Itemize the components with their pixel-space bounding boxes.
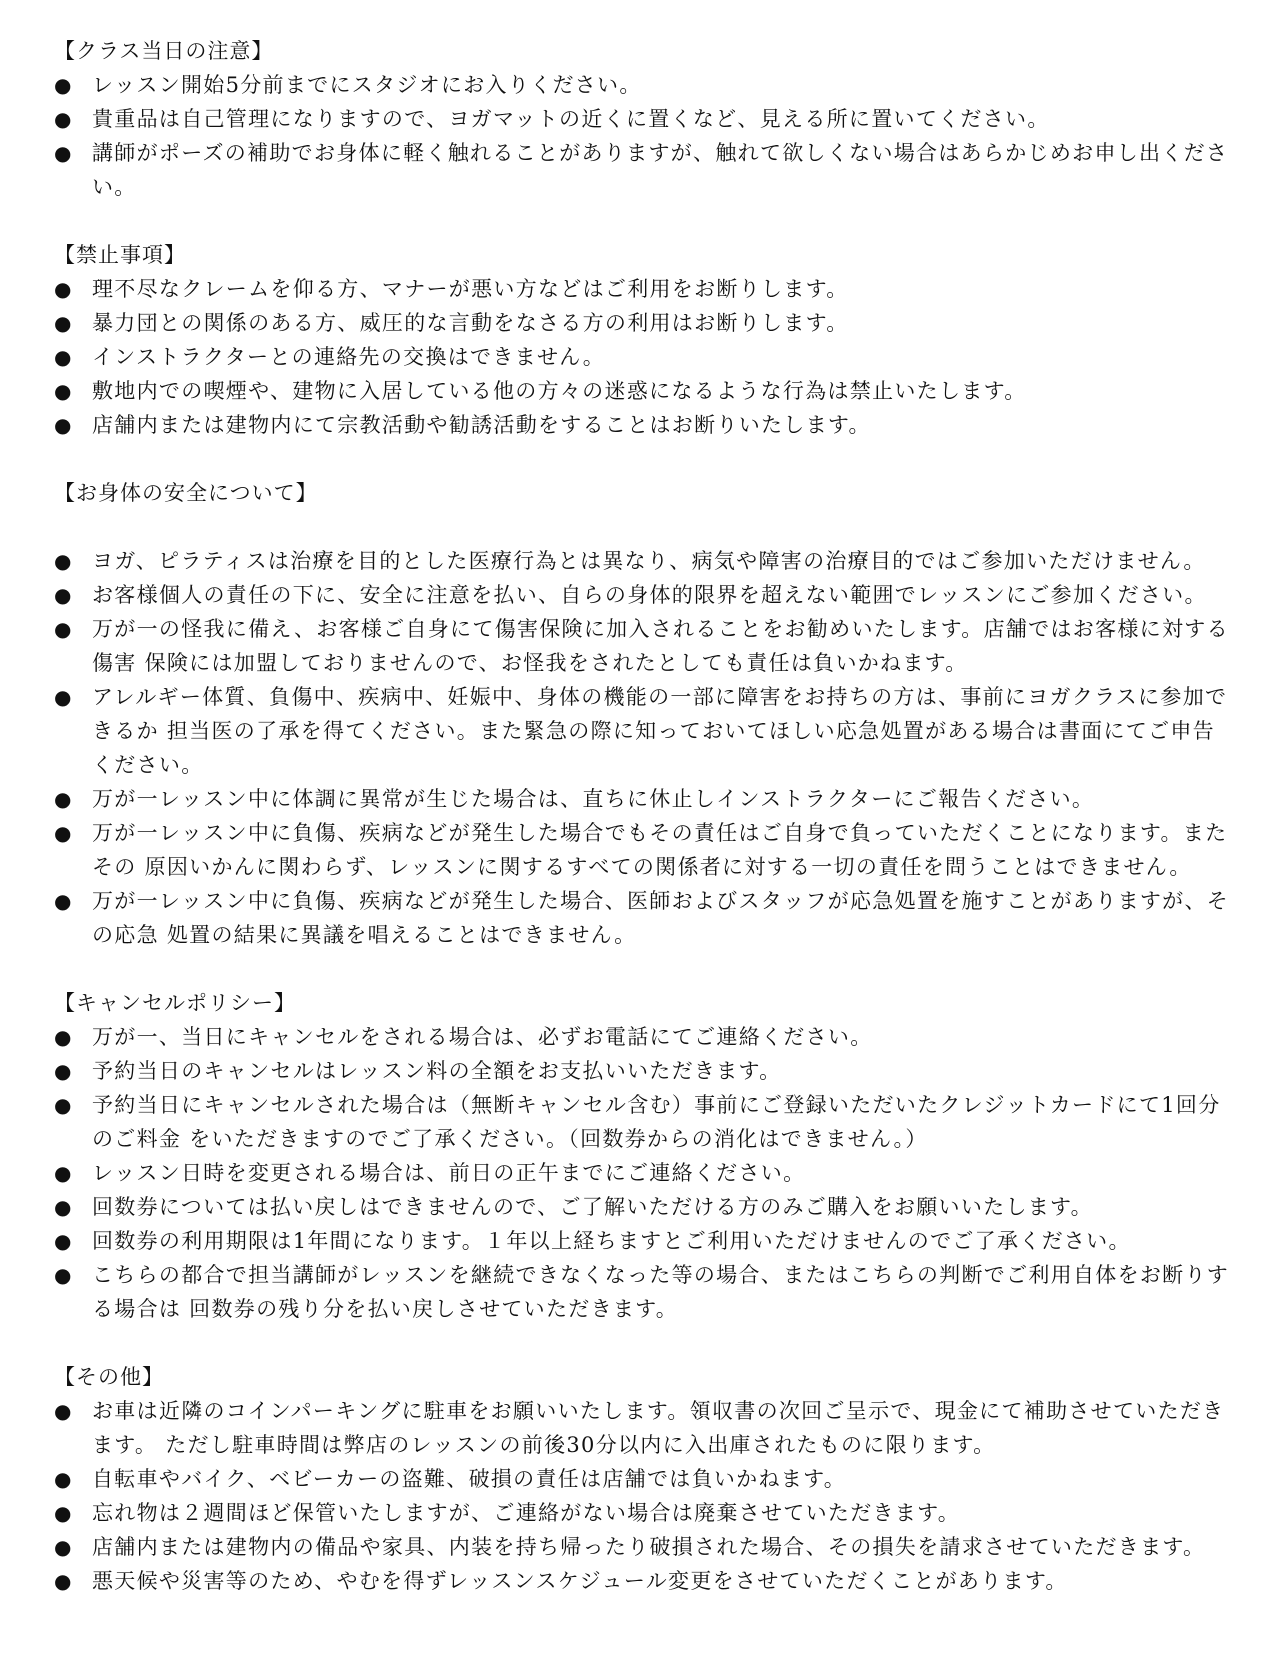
list-item: [54, 102, 1230, 136]
bullet-icon: ●: [54, 1059, 73, 1083]
list-item: [54, 1224, 1230, 1258]
list-item-text: 万が一レッスン中に負傷、疾病などが発生した場合、医師およびスタッフが応急処置を施すことがありますが、その応急 処置の結果に異議を唱えることはできません。: [92, 889, 1230, 947]
list-item: [54, 136, 1230, 204]
bullet-icon: ●: [54, 311, 73, 335]
list-item-text: お車は近隣のコインパーキングに駐車をお願いいたします。領収書の次回ご呈示で、現金にて補助させていただきます。 ただし駐車時間は弊店のレッスンの前後30分以内に入出庫されたものに限ります。: [92, 1399, 1225, 1457]
bullet-icon: ●: [54, 583, 73, 607]
list-item: [54, 612, 1230, 680]
list-item-text: 講師がポーズの補助でお身体に軽く触れることがありますが、触れて欲しくない場合はあらかじめお申し出ください。: [92, 141, 1229, 199]
section-title: 【禁止事項】: [54, 243, 186, 267]
list-item: [54, 1564, 1230, 1598]
bullet-icon: ●: [54, 1229, 73, 1253]
list-item-text: 貴重品は自己管理になりますので、ヨガマットの近くに置くなど、見える所に置いてください。: [92, 107, 1050, 131]
list-item-text: レッスン開始5分前までにスタジオにお入りください。: [92, 73, 642, 97]
section-prohibited: [54, 238, 1230, 442]
list-item: [54, 374, 1230, 408]
bullet-icon: ●: [54, 277, 73, 301]
bullet-icon: ●: [54, 685, 73, 709]
list-item-text: 店舗内または建物内の備品や家具、内装を持ち帰ったり破損された場合、その損失を請求させていただきます。: [92, 1535, 1206, 1559]
bullet-icon: ●: [54, 787, 73, 811]
bullet-icon: ●: [54, 1501, 73, 1525]
list-item-text: お客様個人の責任の下に、安全に注意を払い、自らの身体的限界を超えない範囲でレッスンにご参加ください。: [92, 583, 1207, 607]
list-item-text: 予約当日のキャンセルはレッスン料の全額をお支払いいただきます。: [92, 1059, 782, 1083]
bullet-icon: ●: [54, 1467, 73, 1491]
bullet-icon: ●: [54, 1535, 73, 1559]
list-item: [54, 1462, 1230, 1496]
list-item: [54, 680, 1230, 782]
section-cancel-policy: [54, 986, 1230, 1326]
list-item: [54, 340, 1230, 374]
section-other: [54, 1360, 1230, 1598]
list-item-text: 回数券については払い戻しはできませんので、ご了解いただける方のみご購入をお願いいたします。: [92, 1195, 1093, 1219]
list-item-text: アレルギー体質、負傷中、疾病中、妊娠中、身体の機能の一部に障害をお持ちの方は、事前にヨガクラスに参加できるか 担当医の了承を得てください。また緊急の際に知っておいてほしい応急処置がある場合は書面にてご申告ください。: [92, 685, 1228, 777]
section-title: 【お身体の安全について】: [54, 481, 318, 505]
list-item-text: 万が一、当日にキャンセルをされる場合は、必ずお電話にてご連絡ください。: [92, 1025, 873, 1049]
list-item-text: 万が一レッスン中に体調に異常が生じた場合は、直ちに休止しインストラクターにご報告ください。: [92, 787, 1095, 811]
list-item-text: 回数券の利用期限は1年間になります。１年以上経ちますとご利用いただけませんのでご了承ください。: [92, 1229, 1131, 1253]
bullet-icon: ●: [54, 1093, 73, 1117]
bullet-icon: ●: [54, 1195, 73, 1219]
bullet-icon: ●: [54, 379, 73, 403]
list-item: [54, 816, 1230, 884]
section-title: 【キャンセルポリシー】: [54, 991, 296, 1015]
list-item: [54, 578, 1230, 612]
list-item: [54, 1530, 1230, 1564]
bullet-icon: ●: [54, 1161, 73, 1185]
list-item: [54, 782, 1230, 816]
list-item: [54, 1496, 1230, 1530]
list-item: [54, 884, 1230, 952]
bullet-icon: ●: [54, 107, 73, 131]
section-title: 【その他】: [54, 1365, 164, 1389]
bullet-icon: ●: [54, 1569, 73, 1593]
list-item-text: レッスン日時を変更される場合は、前日の正午までにご連絡ください。: [92, 1161, 806, 1185]
bullet-icon: ●: [54, 821, 73, 845]
list-item: [54, 1258, 1230, 1326]
list-item: [54, 408, 1230, 442]
list-item: [54, 1054, 1230, 1088]
list-item-text: 暴力団との関係のある方、威圧的な言動をなさる方の利用はお断りします。: [92, 311, 849, 335]
list-item: [54, 1020, 1230, 1054]
list-item: [54, 1394, 1230, 1462]
section-class-day-notes: [54, 34, 1230, 204]
list-item-text: 敷地内での喫煙や、建物に入居している他の方々の迷惑になるような行為は禁止いたします。: [92, 379, 1027, 403]
list-item-text: 自転車やバイク、ベビーカーの盗難、破損の責任は店舗では負いかねます。: [92, 1467, 846, 1491]
bullet-icon: ●: [54, 73, 73, 97]
section-title: 【クラス当日の注意】: [54, 39, 274, 63]
list-item: [54, 68, 1230, 102]
list-item-text: 店舗内または建物内にて宗教活動や勧誘活動をすることはお断りいたします。: [92, 413, 871, 437]
list-item-text: 忘れ物は２週間ほど保管いたしますが、ご連絡がない場合は廃棄させていただきます。: [92, 1501, 961, 1525]
list-item: [54, 1156, 1230, 1190]
list-item-text: 理不尽なクレームを仰る方、マナーが悪い方などはご利用をお断りします。: [92, 277, 849, 301]
list-item-text: 万が一レッスン中に負傷、疾病などが発生した場合でもその責任はご自身で負っていただくことになります。またその 原因いかんに関わらず、レッスンに関するすべての関係者に対する一切の責任を問うことはできません。: [92, 821, 1228, 879]
list-item: [54, 1190, 1230, 1224]
bullet-icon: ●: [54, 141, 73, 165]
list-item: [54, 1088, 1230, 1156]
bullet-icon: ●: [54, 889, 73, 913]
list-item: [54, 306, 1230, 340]
bullet-icon: ●: [54, 549, 73, 573]
list-item: [54, 272, 1230, 306]
list-item: [54, 544, 1230, 578]
bullet-icon: ●: [54, 413, 73, 437]
section-body-safety: [54, 476, 1230, 952]
list-item-text: 万が一の怪我に備え、お客様ご自身にて傷害保険に加入されることをお勧めいたします。店舗ではお客様に対する傷害 保険には加盟しておりませんので、お怪我をされたとしても責任は負いかねます。: [92, 617, 1229, 675]
list-item-text: こちらの都合で担当講師がレッスンを継続できなくなった等の場合、またはこちらの判断でご利用自体をお断りする場合は 回数券の残り分を払い戻しさせていただきます。: [92, 1263, 1230, 1321]
list-item-text: インストラクターとの連絡先の交換はできません。: [92, 345, 606, 369]
bullet-icon: ●: [54, 1025, 73, 1049]
bullet-icon: ●: [54, 617, 73, 641]
bullet-icon: ●: [54, 345, 73, 369]
bullet-icon: ●: [54, 1399, 73, 1423]
bullet-icon: ●: [54, 1263, 73, 1287]
list-item-text: 予約当日にキャンセルされた場合は（無断キャンセル含む）事前にご登録いただいたクレジットカードにて1回分のご料金 をいただきますのでご了承ください。（回数券からの消化はできません。）: [92, 1093, 1221, 1151]
list-item-text: 悪天候や災害等のため、やむを得ずレッスンスケジュール変更をさせていただくことがあります。: [92, 1569, 1068, 1593]
list-item-text: ヨガ、ピラティスは治療を目的とした医療行為とは異なり、病気や障害の治療目的ではご参加いただけません。: [92, 549, 1206, 573]
